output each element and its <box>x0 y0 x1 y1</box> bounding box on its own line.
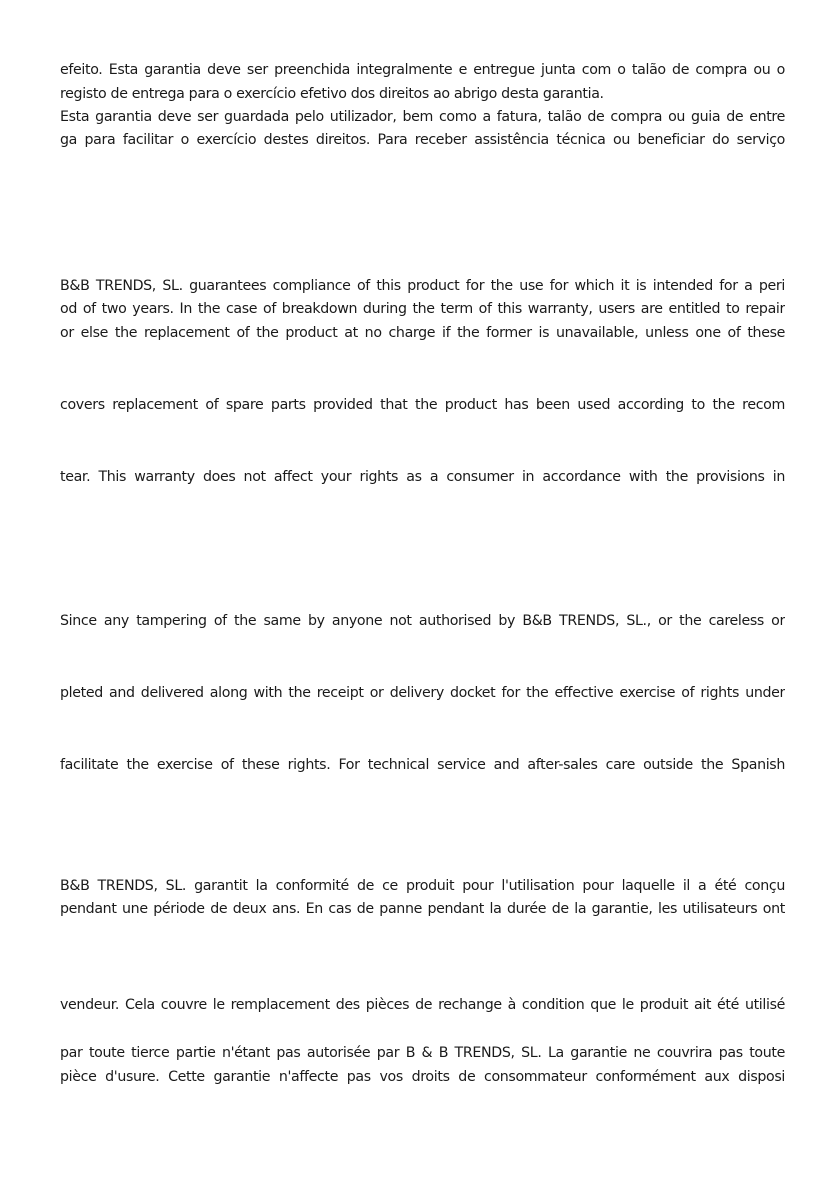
text-line: covers replacement of spare parts provided that the product has been used according to the recom <box>60 397 785 413</box>
text-line: Since any tampering of the same by anyone not authorised by B&B TRENDS, SL., or the careless or <box>60 613 785 629</box>
text-line: B&B TRENDS, SL. garantit la conformité de ce produit pour l'utilisation pour laquelle il a été conçu <box>60 878 785 894</box>
text-line: pleted and delivered along with the receipt or delivery docket for the effective exercise of rights under <box>60 685 785 701</box>
text-line: tear. This warranty does not affect your rights as a consumer in accordance with the provisions in <box>60 469 785 485</box>
text-line: facilitate the exercise of these rights. For technical service and after-sales care outside the Spanish <box>60 757 785 773</box>
text-line: od of two years. In the case of breakdown during the term of this warranty, users are entitled to repair <box>60 301 785 317</box>
text-line: Esta garantia deve ser guardada pelo utilizador, bem como a fatura, talão de compra ou guia de entre <box>60 109 785 125</box>
text-line: pièce d'usure. Cette garantie n'affecte pas vos droits de consommateur conformément aux disposi <box>60 1069 785 1085</box>
text-line: B&B TRENDS, SL. guarantees compliance of this product for the use for which it is intended for a peri <box>60 278 785 294</box>
text-line: efeito. Esta garantia deve ser preenchida integralmente e entregue junta com o talão de compra ou o <box>60 62 785 78</box>
text-line: ga para facilitar o exercício destes direitos. Para receber assistência técnica ou beneficiar do serviço <box>60 132 785 148</box>
text-line: par toute tierce partie n'étant pas autorisée par B & B TRENDS, SL. La garantie ne couvrira pas toute <box>60 1045 785 1061</box>
text-line: registo de entrega para o exercício efetivo dos direitos ao abrigo desta garantia. <box>60 86 604 102</box>
text-line: or else the replacement of the product at no charge if the former is unavailable, unless one of these <box>60 325 785 341</box>
text-line: pendant une période de deux ans. En cas de panne pendant la durée de la garantie, les utilisateurs ont <box>60 901 785 917</box>
text-line: vendeur. Cela couvre le remplacement des pièces de rechange à condition que le produit ait été utilisé <box>60 997 785 1013</box>
